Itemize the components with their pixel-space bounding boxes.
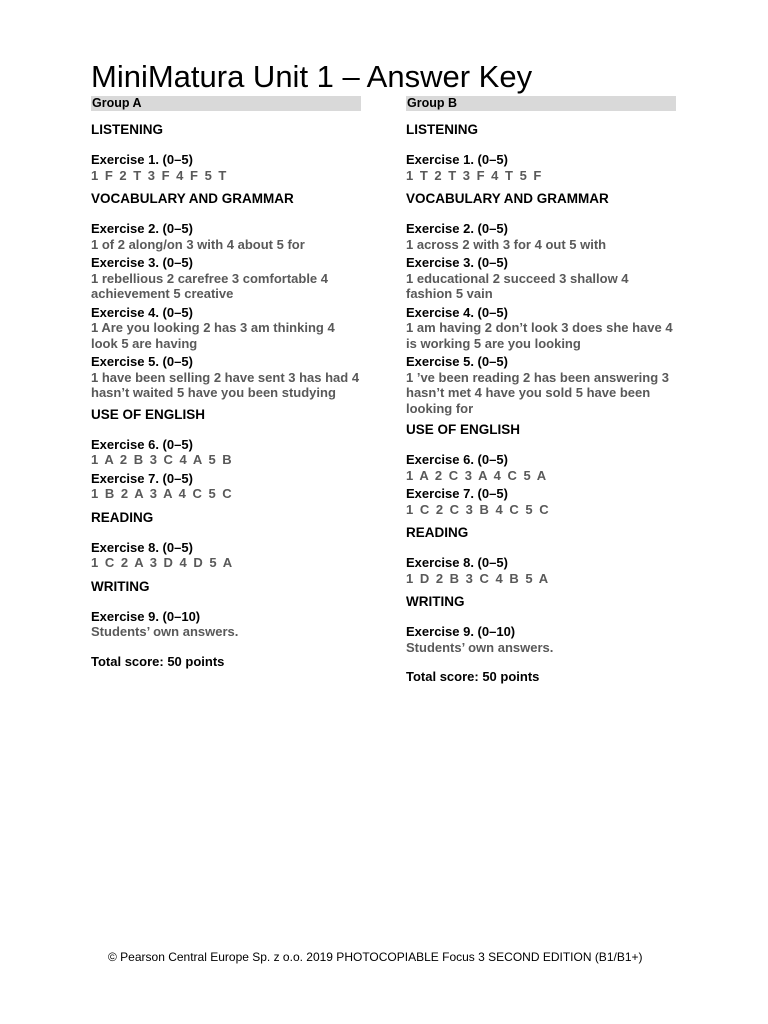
exercise-answer: 1 ’ve been reading 2 has been answering 3 hasn’t met 4 have you sold 5 have been looking for xyxy=(406,369,669,416)
exercise-5 xyxy=(406,354,676,416)
exercise-answer: 1 D 2 B 3 C 4 B 5 A xyxy=(406,570,550,586)
section-use-of-english-title: USE OF ENGLISH xyxy=(406,422,521,437)
exercise-9 xyxy=(91,609,361,640)
exercise-title: Exercise 4. (0–5) xyxy=(91,304,193,320)
exercise-4 xyxy=(406,305,676,352)
exercise-title: Exercise 3. (0–5) xyxy=(406,255,508,270)
exercise-1 xyxy=(406,152,676,183)
exercise-3 xyxy=(91,255,361,302)
section-vocab-title: VOCABULARY AND GRAMMAR xyxy=(406,191,609,206)
exercise-5 xyxy=(91,354,361,401)
exercise-title: Exercise 1. (0–5) xyxy=(91,152,193,167)
exercise-3 xyxy=(406,255,676,302)
section-use-of-english-title: USE OF ENGLISH xyxy=(91,406,206,422)
total-score: Total score: 50 points xyxy=(91,653,225,669)
exercise-title: Exercise 5. (0–5) xyxy=(406,354,508,369)
exercise-title: Exercise 3. (0–5) xyxy=(91,255,193,270)
exercise-2 xyxy=(91,221,361,252)
section-listening-title: LISTENING xyxy=(91,122,164,137)
exercise-title: Exercise 2. (0–5) xyxy=(406,221,508,236)
section-listening-title: LISTENING xyxy=(406,122,479,137)
exercise-title: Exercise 7. (0–5) xyxy=(91,470,193,486)
exercise-title: Exercise 6. (0–5) xyxy=(406,452,508,467)
exercise-answer: 1 C 2 C 3 B 4 C 5 C xyxy=(406,501,551,517)
exercise-8 xyxy=(91,540,361,571)
group-a-column xyxy=(91,96,361,669)
exercise-title: Exercise 1. (0–5) xyxy=(406,152,508,167)
exercise-answer: 1 T 2 T 3 F 4 T 5 F xyxy=(406,167,543,183)
section-reading-title: READING xyxy=(91,509,154,525)
exercise-answer: 1 am having 2 don’t look 3 does she have 4 is working 5 are you looking xyxy=(406,320,673,351)
section-reading-title: READING xyxy=(406,525,469,540)
exercise-title: Exercise 2. (0–5) xyxy=(91,221,193,236)
exercise-title: Exercise 8. (0–5) xyxy=(406,555,508,570)
exercise-answer: 1 C 2 A 3 D 4 D 5 A xyxy=(91,555,234,570)
exercise-6 xyxy=(91,437,361,468)
section-vocab-title: VOCABULARY AND GRAMMAR xyxy=(91,191,294,206)
exercise-9 xyxy=(406,624,676,655)
exercise-answer: 1 F 2 T 3 F 4 F 5 T xyxy=(91,167,228,183)
exercise-answer: 1 A 2 C 3 A 4 C 5 A xyxy=(406,467,548,483)
group-b-header: Group B xyxy=(406,96,676,111)
exercise-8 xyxy=(406,555,676,586)
exercise-answer: 1 rebellious 2 carefree 3 comfortable 4 achievement 5 creative xyxy=(91,270,328,301)
exercise-answer: 1 B 2 A 3 A 4 C 5 C xyxy=(91,486,234,501)
exercise-title: Exercise 8. (0–5) xyxy=(91,539,193,555)
exercise-7 xyxy=(406,486,676,517)
exercise-answer: 1 Are you looking 2 has 3 am thinking 4 look 5 are having xyxy=(91,320,335,351)
exercise-title: Exercise 7. (0–5) xyxy=(406,486,508,501)
exercise-answer: 1 of 2 along/on 3 with 4 about 5 for xyxy=(91,236,305,252)
exercise-title: Exercise 4. (0–5) xyxy=(406,304,508,320)
exercise-title: Exercise 6. (0–5) xyxy=(91,436,193,452)
group-b-column xyxy=(406,96,676,685)
exercise-answer: 1 educational 2 succeed 3 shallow 4 fashion 5 vain xyxy=(406,270,629,301)
section-writing-title: WRITING xyxy=(406,594,465,609)
exercise-2 xyxy=(406,221,676,252)
copyright-footer: © Pearson Central Europe Sp. z o.o. 2019 PHOTOCOPIABLE Focus 3 SECOND EDITION (B1/B1+) xyxy=(108,950,643,964)
exercise-4 xyxy=(91,305,361,352)
exercise-title: Exercise 9. (0–10) xyxy=(406,624,516,639)
exercise-answer: Students’ own answers. xyxy=(406,639,554,655)
section-writing-title: WRITING xyxy=(91,578,150,594)
exercise-1 xyxy=(91,152,361,183)
exercise-title: Exercise 9. (0–10) xyxy=(91,608,201,624)
exercise-answer: Students’ own answers. xyxy=(91,624,239,639)
exercise-answer: 1 across 2 with 3 for 4 out 5 with xyxy=(406,236,607,252)
exercise-title: Exercise 5. (0–5) xyxy=(91,354,193,369)
group-a-header: Group A xyxy=(91,96,361,111)
exercise-7 xyxy=(91,471,361,502)
exercise-answer: 1 have been selling 2 have sent 3 has had 4 hasn’t waited 5 have you been studying xyxy=(91,369,360,400)
exercise-answer: 1 A 2 B 3 C 4 A 5 B xyxy=(91,452,234,467)
page-title: MiniMatura Unit 1 – Answer Key xyxy=(91,59,533,94)
total-score: Total score: 50 points xyxy=(406,669,540,684)
exercise-6 xyxy=(406,452,676,483)
